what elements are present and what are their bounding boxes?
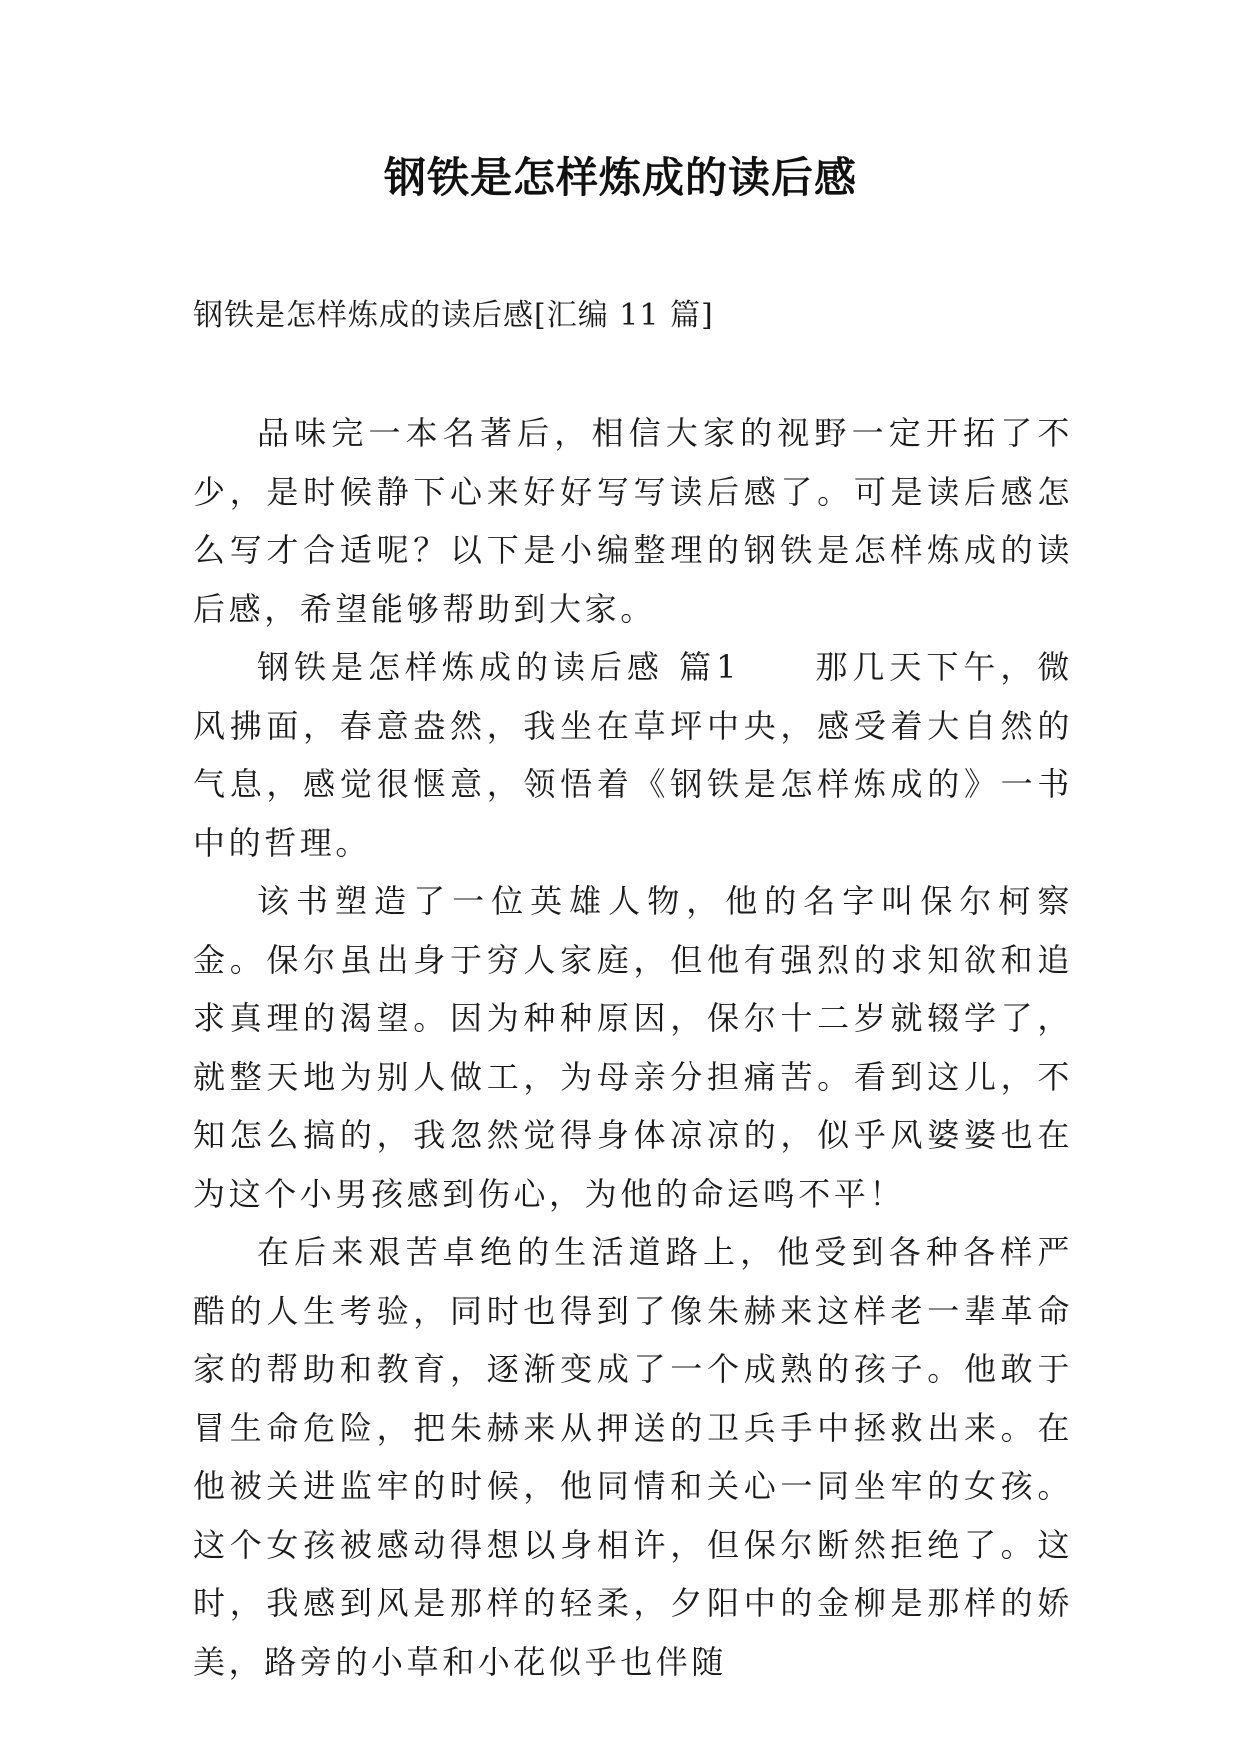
document-title: 钢铁是怎样炼成的读后感 bbox=[383, 153, 857, 202]
paragraph-chapter-1-opening: 钢铁是怎样炼成的读后感 篇1 那几天下午，微风拂面，春意盎然，我坐在草坪中央，感受着大自然的气息，感觉很惬意，领悟着《钢铁是怎样炼成的》一书中的哲理。 bbox=[193, 648, 1073, 862]
paragraph-intro: 品味完一本名著后，相信大家的视野一定开拓了不少，是时候静下心来好好写写读后感了。可是读后感怎么写才合适呢？以下是小编整理的钢铁是怎样炼成的读后感，希望能够帮助到大家。 bbox=[193, 414, 1073, 628]
document-subtitle: 钢铁是怎样炼成的读后感[汇编 11 篇] bbox=[193, 298, 714, 333]
document-body bbox=[193, 404, 1073, 1691]
paragraph-hero-introduction: 该书塑造了一位英雄人物，他的名字叫保尔柯察金。保尔虽出身于穷人家庭，但他有强烈的求知欲和追求真理的渴望。因为种种原因，保尔十二岁就辍学了，就整天地为别人做工，为母亲分担痛苦。看到这儿，不知怎么搞的，我忽然觉得身体凉凉的，似乎风婆婆也在为这个小男孩感到伤心，为他的命运鸣不平！ bbox=[193, 882, 1073, 1213]
paragraph-life-trials: 在后来艰苦卓绝的生活道路上，他受到各种各样严酷的人生考验，同时也得到了像朱赫来这样老一辈革命家的帮助和教育，逐渐变成了一个成熟的孩子。他敢于冒生命危险，把朱赫来从押送的卫兵手中拯救出来。在他被关进监牢的时候，他同情和关心一同坐牢的女孩。这个女孩被感动得想以身相许，但保尔断然拒绝了。这时，我感到风是那样的轻柔，夕阳中的金柳是那样的娇美，路旁的小草和小花似乎也伴随 bbox=[193, 1233, 1073, 1681]
